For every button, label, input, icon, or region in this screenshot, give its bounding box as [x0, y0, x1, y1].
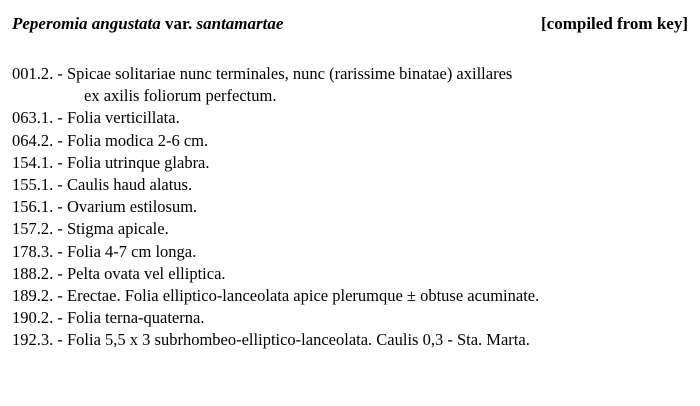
- entry-text: Erectae. Folia elliptico-lanceolata apice plerumque ± obtuse acuminate.: [67, 286, 540, 306]
- entry-text: Folia 5,5 x 3 subrhombeo-elliptico-lanceolata. Caulis 0,3 - Sta. Marta.: [67, 330, 530, 350]
- entry-text: Stigma apicale.: [67, 219, 169, 239]
- entry-text: Folia verticillata.: [67, 108, 180, 128]
- entry-code: 189.2. -: [12, 286, 63, 306]
- taxon-rank: var.: [165, 14, 193, 33]
- entry-text: Folia modica 2-6 cm.: [67, 130, 209, 150]
- key-entry: [12, 107, 692, 129]
- entry-text: Folia 4-7 cm longa.: [67, 241, 197, 261]
- taxon-title: [12, 12, 283, 36]
- key-entry: [12, 263, 692, 285]
- entry-text: Spicae solitariae nunc terminales, nunc (rarissime binatae) axillares: [67, 64, 513, 83]
- entry-code: 154.1. -: [12, 152, 63, 172]
- entry-code: 192.3. -: [12, 330, 63, 350]
- entry-text: Caulis haud alatus.: [67, 175, 193, 195]
- source-note: [compiled from key]: [541, 14, 688, 33]
- key-entries-list: [12, 63, 692, 352]
- key-entry: [12, 218, 692, 240]
- taxon-infraspecific-name: santamartae: [196, 14, 284, 33]
- entry-text: Pelta ovata vel elliptica.: [67, 263, 226, 283]
- key-entry: [12, 329, 692, 351]
- entry-code: 156.1. -: [12, 197, 63, 217]
- key-entry: [12, 307, 692, 329]
- entry-text-continuation: ex axilis foliorum perfectum.: [84, 86, 277, 106]
- key-entry: [12, 152, 692, 174]
- key-entry: [12, 285, 692, 307]
- entry-code: 157.2. -: [12, 219, 63, 239]
- entry-code: 063.1. -: [12, 108, 63, 128]
- entry-code: 178.3. -: [12, 241, 63, 261]
- key-entry: [12, 241, 692, 263]
- key-entry: [12, 196, 692, 218]
- entry-text: Folia utrinque glabra.: [67, 152, 210, 172]
- key-entry: [12, 130, 692, 152]
- entry-code: 001.2. -: [12, 64, 63, 83]
- page-header: [12, 12, 688, 36]
- entry-text: Folia terna-quaterna.: [67, 308, 205, 328]
- taxon-name: Peperomia angustata: [12, 14, 161, 33]
- key-entry: [12, 63, 692, 107]
- entry-text: Ovarium estilosum.: [67, 197, 198, 217]
- entry-code: 155.1. -: [12, 175, 63, 195]
- entry-code: 188.2. -: [12, 263, 63, 283]
- entry-code: 064.2. -: [12, 130, 63, 150]
- key-entry: [12, 174, 692, 196]
- entry-code: 190.2. -: [12, 308, 63, 328]
